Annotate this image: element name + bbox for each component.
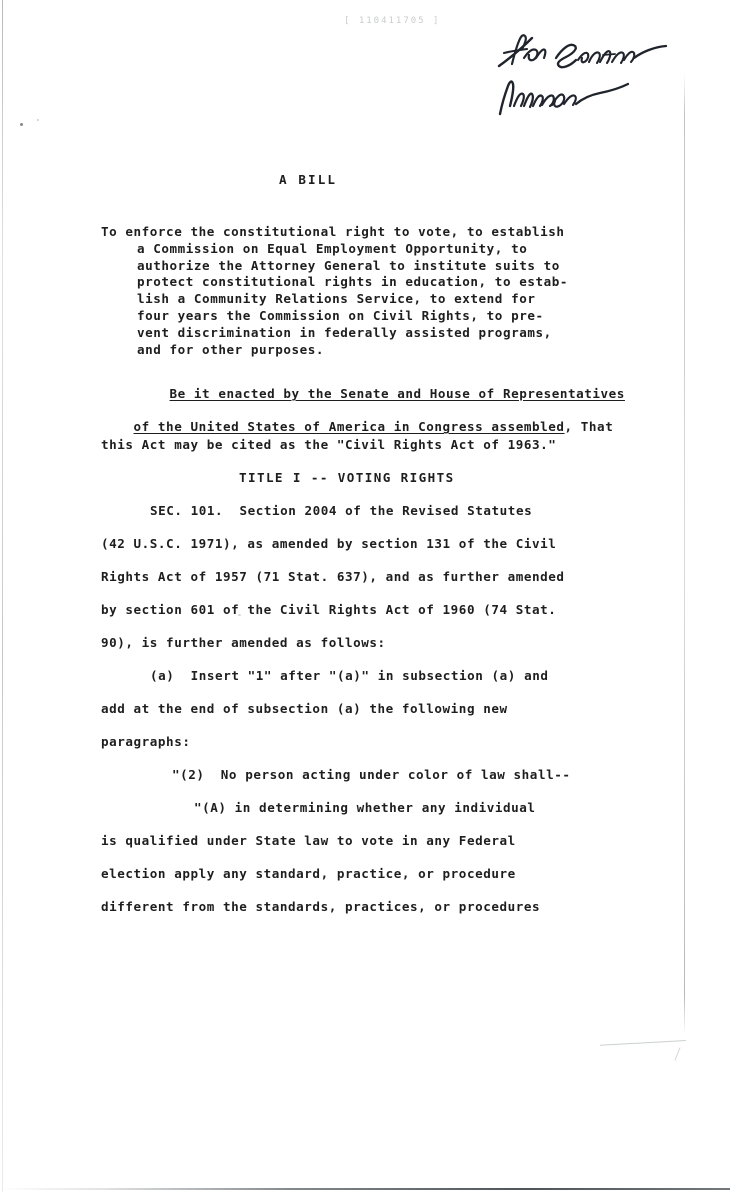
enacting-clause-underlined: Be it enacted by the Senate and House of Representatives	[169, 386, 625, 401]
enacting-clause-tail: , That	[564, 419, 614, 434]
body-line: election apply any standard, practice, or procedure	[101, 866, 516, 881]
preamble-line: a Commission on Equal Employment Opportunity, to	[137, 241, 528, 256]
body-line: Rights Act of 1957 (71 Stat. 637), and as further amended	[101, 569, 565, 584]
preamble-line: four years the Commission on Civil Rights, to pre-	[137, 308, 544, 323]
body-line: "(A) in determining whether any individual	[194, 800, 536, 815]
page-edge-left-line	[2, 0, 3, 1192]
body-line: is qualified under State law to vote in any Federal	[101, 833, 516, 848]
short-title-line: this Act may be cited as the "Civil Rights Act of 1963."	[101, 437, 557, 452]
preamble-line: lish a Community Relations Service, to extend for	[137, 291, 536, 306]
page-corner-fold-line	[600, 1040, 686, 1046]
preamble-line: vent discrimination in federally assisted programs,	[137, 325, 552, 340]
body-line: 90), is further amended as follows:	[101, 635, 386, 650]
page-title: A BILL	[279, 172, 338, 187]
body-line: add at the end of subsection (a) the following new	[101, 701, 508, 716]
preamble-line: and for other purposes.	[137, 342, 325, 357]
body-line: (42 U.S.C. 1971), as amended by section 131 of the Civil	[101, 536, 557, 551]
page-edge-bottom-line	[0, 1188, 730, 1190]
page-edge-right-line	[684, 74, 685, 1034]
faint-header-stamp: [ 110411705 ]	[344, 16, 441, 26]
scan-speck	[20, 123, 23, 126]
enacting-clause-underlined: of the United States of America in Congress assembled	[133, 419, 565, 434]
preamble-line: protect constitutional rights in education, to estab-	[137, 274, 568, 289]
handwritten-annotation	[496, 22, 696, 112]
body-line: different from the standards, practices, or procedures	[101, 899, 541, 914]
body-line: "(2) No person acting under color of law shall--	[172, 767, 571, 782]
body-line: by section 601 of the Civil Rights Act of 1960 (74 Stat.	[101, 602, 557, 617]
body-line: paragraphs:	[101, 734, 191, 749]
title-i-heading: TITLE I -- VOTING RIGHTS	[239, 470, 455, 485]
preamble-line: authorize the Attorney General to institute suits to	[137, 258, 560, 273]
scan-speck	[37, 119, 39, 121]
preamble-line: To enforce the constitutional right to vote, to establish	[101, 224, 565, 239]
body-line: SEC. 101. Section 2004 of the Revised Statutes	[150, 503, 533, 518]
page-corner-tick-line	[674, 1047, 680, 1060]
body-line: (a) Insert "1" after "(a)" in subsection (a) and	[150, 668, 549, 683]
